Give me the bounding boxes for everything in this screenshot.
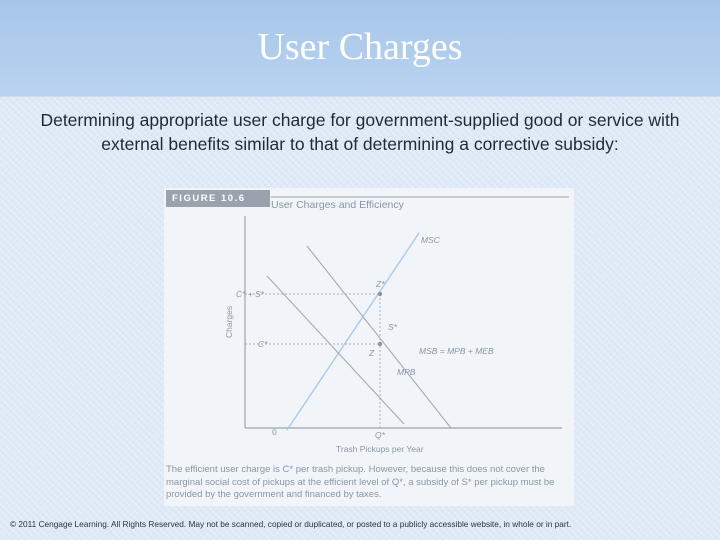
user-charges-diagram bbox=[164, 188, 574, 506]
point-z bbox=[378, 342, 382, 346]
q-star-label: Q* bbox=[375, 430, 385, 440]
origin-label: 0 bbox=[272, 427, 277, 437]
figure-panel bbox=[164, 188, 574, 506]
y-axis-label: Charges bbox=[224, 305, 234, 338]
z-star-label: Z* bbox=[376, 279, 385, 289]
mpb-label: MPB bbox=[397, 367, 416, 377]
y-tick-lower: C* bbox=[258, 339, 268, 349]
copyright-footer: © 2011 Cengage Learning. All Rights Reserved. May not be scanned, copied or duplicated, or posted to a publicly accessible website, in whole or in part. bbox=[10, 519, 572, 529]
mpb-curve bbox=[267, 276, 404, 424]
figure-tag: FIGURE 10.6 bbox=[166, 190, 270, 207]
point-z-star bbox=[378, 292, 382, 296]
lead-text: Determining appropriate user charge for government-supplied good or service with external benefits similar to that of determining a corrective subsidy: bbox=[40, 110, 680, 154]
x-axis-label: Trash Pickups per Year bbox=[336, 444, 424, 454]
msc-curve bbox=[287, 233, 419, 430]
msb-curve bbox=[307, 246, 451, 428]
y-tick-upper: C* + S* bbox=[236, 289, 265, 299]
figure-title: User Charges and Efficiency bbox=[271, 199, 404, 211]
z-label: Z bbox=[369, 348, 375, 358]
s-star-label: S* bbox=[388, 322, 397, 332]
msc-label: MSC bbox=[421, 235, 440, 245]
msb-label: MSB = MPB + MEB bbox=[419, 346, 494, 356]
slide-title: User Charges bbox=[257, 26, 463, 68]
figure-caption: The efficient user charge is C* per trash pickup. However, because this does not cover the marginal social cost of pickups at the efficient level of Q*, a subsidy of S* per pickup must be provided by the government and financed by taxes. bbox=[166, 464, 555, 500]
